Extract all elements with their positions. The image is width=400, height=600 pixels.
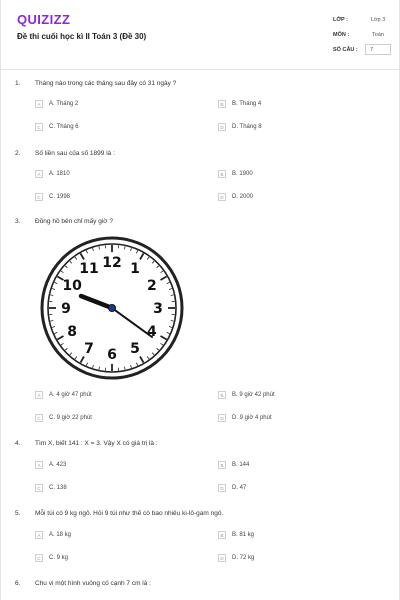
question-text: Chu vi một hình vuông có cạnh 7 cm là :	[35, 580, 151, 587]
option-label: D. Tháng 8	[232, 124, 262, 130]
option-label: D. 9 giờ 4 phút	[232, 415, 272, 421]
option-letter-box[interactable]: B	[218, 531, 226, 539]
clock-number: 10	[62, 278, 82, 294]
worksheet-header	[1, 0, 400, 70]
option-label: D. 47	[232, 485, 247, 491]
answer-option[interactable]	[35, 413, 92, 423]
answer-option[interactable]	[35, 99, 78, 109]
clock-number: 12	[102, 255, 122, 271]
question-number: 3.	[15, 218, 21, 225]
quizizz-logo: QUIZIZZ	[17, 12, 71, 27]
option-label: B. 9 giờ 42 phút	[232, 392, 275, 398]
clock-center	[109, 305, 116, 312]
answer-option[interactable]	[35, 192, 70, 202]
clock-number: 8	[67, 324, 78, 340]
answer-option[interactable]	[35, 460, 66, 470]
option-letter-box[interactable]: D	[218, 554, 226, 562]
answer-option[interactable]	[35, 390, 92, 400]
option-letter-box[interactable]: C	[35, 193, 43, 201]
answer-option[interactable]	[218, 122, 262, 132]
option-label: C. 9 giờ 22 phút	[49, 415, 92, 421]
answer-option[interactable]	[218, 553, 254, 563]
option-letter-box[interactable]: A	[35, 170, 43, 178]
option-letter-box[interactable]: B	[218, 170, 226, 178]
question-number: 1.	[15, 80, 21, 87]
option-label: C. 138	[49, 485, 67, 491]
answer-option[interactable]	[218, 483, 246, 493]
option-label: C. Tháng 6	[49, 124, 79, 130]
option-letter-box[interactable]: D	[218, 193, 226, 201]
clock-number: 7	[84, 340, 94, 357]
clock-number: 5	[130, 340, 140, 357]
question-text: Đồng hồ bên chỉ mấy giờ ?	[35, 218, 113, 225]
option-label: B. 1900	[232, 171, 253, 177]
answer-option[interactable]	[218, 413, 272, 423]
clock-number: 1	[130, 261, 140, 278]
option-label: D. 2000	[232, 194, 254, 200]
question-text: Tháng nào trong các tháng sau đây có 31 ngày ?	[35, 80, 177, 87]
option-label: D. 72 kg	[232, 555, 255, 561]
answer-option[interactable]	[218, 169, 253, 179]
clock-number: 4	[146, 324, 157, 340]
answer-option[interactable]	[35, 553, 68, 563]
question-count-label: SỐ CÂU :	[333, 47, 358, 53]
answer-option[interactable]	[35, 169, 70, 179]
option-letter-box[interactable]: B	[218, 100, 226, 108]
option-letter-box[interactable]: A	[35, 531, 43, 539]
question-text: Tìm X, biết 141 : X = 3. Vậy X có giá trị là :	[35, 440, 158, 447]
question-number: 4.	[15, 440, 21, 447]
question-count-value: 7	[365, 44, 391, 55]
option-letter-box[interactable]: D	[218, 484, 226, 492]
option-label: A. 423	[49, 462, 67, 468]
class-label: LỚP :	[333, 17, 348, 23]
option-label: C. 1998	[49, 194, 71, 200]
subject-value: Toán	[372, 32, 384, 38]
answer-option[interactable]	[35, 530, 71, 540]
option-label: B. 81 kg	[232, 532, 255, 538]
clock-illustration	[39, 235, 185, 381]
answer-option[interactable]	[35, 483, 67, 493]
option-label: A. Tháng 2	[49, 101, 79, 107]
option-letter-box[interactable]: C	[35, 554, 43, 562]
class-value: Lớp 3	[370, 17, 386, 23]
clock-number: 2	[146, 278, 157, 294]
answer-option[interactable]	[218, 192, 253, 202]
option-letter-box[interactable]: C	[35, 414, 43, 422]
option-letter-box[interactable]: B	[218, 461, 226, 469]
question-number: 2.	[15, 150, 21, 157]
question-number: 6.	[15, 580, 21, 587]
option-letter-box[interactable]: A	[35, 461, 43, 469]
option-letter-box[interactable]: D	[218, 414, 226, 422]
header-divider	[1, 69, 400, 70]
option-label: A. 18 kg	[49, 532, 72, 538]
option-label: A. 4 giờ 47 phút	[49, 392, 92, 398]
answer-option[interactable]	[218, 460, 249, 470]
subject-label: MÔN :	[333, 32, 350, 38]
answer-option[interactable]	[35, 122, 79, 132]
answer-option[interactable]	[218, 99, 261, 109]
option-letter-box[interactable]: B	[218, 391, 226, 399]
question-text: Số liền sau của số 1899 là :	[35, 150, 115, 157]
clock-number: 11	[79, 261, 99, 278]
clock-number: 9	[61, 301, 71, 317]
option-label: B. Tháng 4	[232, 101, 262, 107]
question-text: Mỗi túi có 9 kg ngô. Hỏi 9 túi như thế có bao nhiêu ki-lô-gam ngô.	[35, 510, 224, 517]
answer-option[interactable]	[218, 390, 275, 400]
answer-option[interactable]	[218, 530, 254, 540]
option-label: B. 144	[232, 462, 250, 468]
option-letter-box[interactable]: C	[35, 123, 43, 131]
option-letter-box[interactable]: C	[35, 484, 43, 492]
option-label: A. 1810	[49, 171, 70, 177]
worksheet-title: Đề thi cuối học kì II Toán 3 (Đề 30)	[17, 32, 147, 41]
option-letter-box[interactable]: A	[35, 391, 43, 399]
option-letter-box[interactable]: A	[35, 100, 43, 108]
clock-number: 3	[153, 301, 163, 317]
option-label: C. 9 kg	[49, 555, 69, 561]
option-letter-box[interactable]: D	[218, 123, 226, 131]
clock-number: 6	[107, 347, 117, 363]
question-number: 5.	[15, 510, 21, 517]
